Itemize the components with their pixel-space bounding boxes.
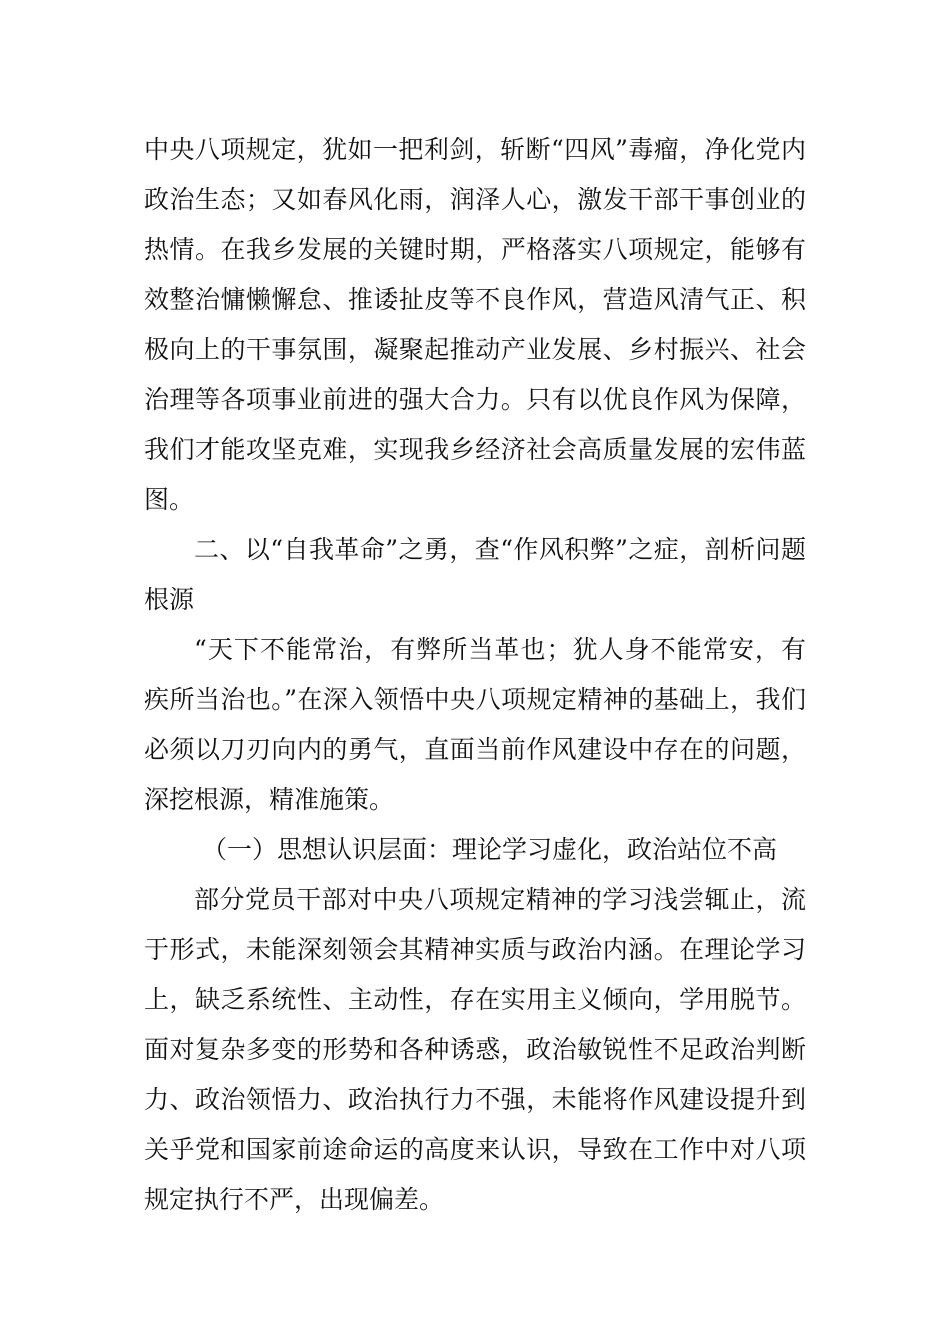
document-body xyxy=(144,125,806,1225)
paragraph-ideology: 部分党员干部对中央八项规定精神的学习浅尝辄止，流于形式，未能深刻领会其精神实质与政治内涵。在理论学习上，缺乏系统性、主动性，存在实用主义倾向，学用脱节。面对复杂多变的形势和各种诱惑，政治敏锐性不足政治判断力、政治领悟力、政治执行力不强，未能将作风建设提升到关乎党和国家前途命运的高度来认识，导致在工作中对八项规定执行不严，出现偏差。 xyxy=(144,885,806,1214)
section-heading-two: 二、以“自我革命”之勇，查“作风积弊”之症，剖析问题根源 xyxy=(144,535,806,614)
paragraph-central-regulations: 中央八项规定，犹如一把利剑，斩断“四风”毒瘤，净化党内政治生态；又如春风化雨，润泽人心，激发干部干事创业的热情。在我乡发展的关键时期，严格落实八项规定，能够有效整治慵懒懈怠、推诿扯皮等不良作风，营造风清气正、积极向上的干事氛围，凝聚起推动产业发展、乡村振兴、社会治理等各项事业前进的强大合力。只有以优良作风为保障，我们才能攻坚克难，实现我乡经济社会高质量发展的宏伟蓝图。 xyxy=(144,135,806,514)
paragraph-quote: “天下不能常治，有弊所当革也；犹人身不能常安，有疾所当治也。”在深入领悟中央八项规定精神的基础上，我们必须以刀刃向内的勇气，直面当前作风建设中存在的问题，深挖根源，精准施策。 xyxy=(144,635,806,814)
subsection-heading-one: （一）思想认识层面：理论学习虚化，政治站位不高 xyxy=(202,835,778,864)
